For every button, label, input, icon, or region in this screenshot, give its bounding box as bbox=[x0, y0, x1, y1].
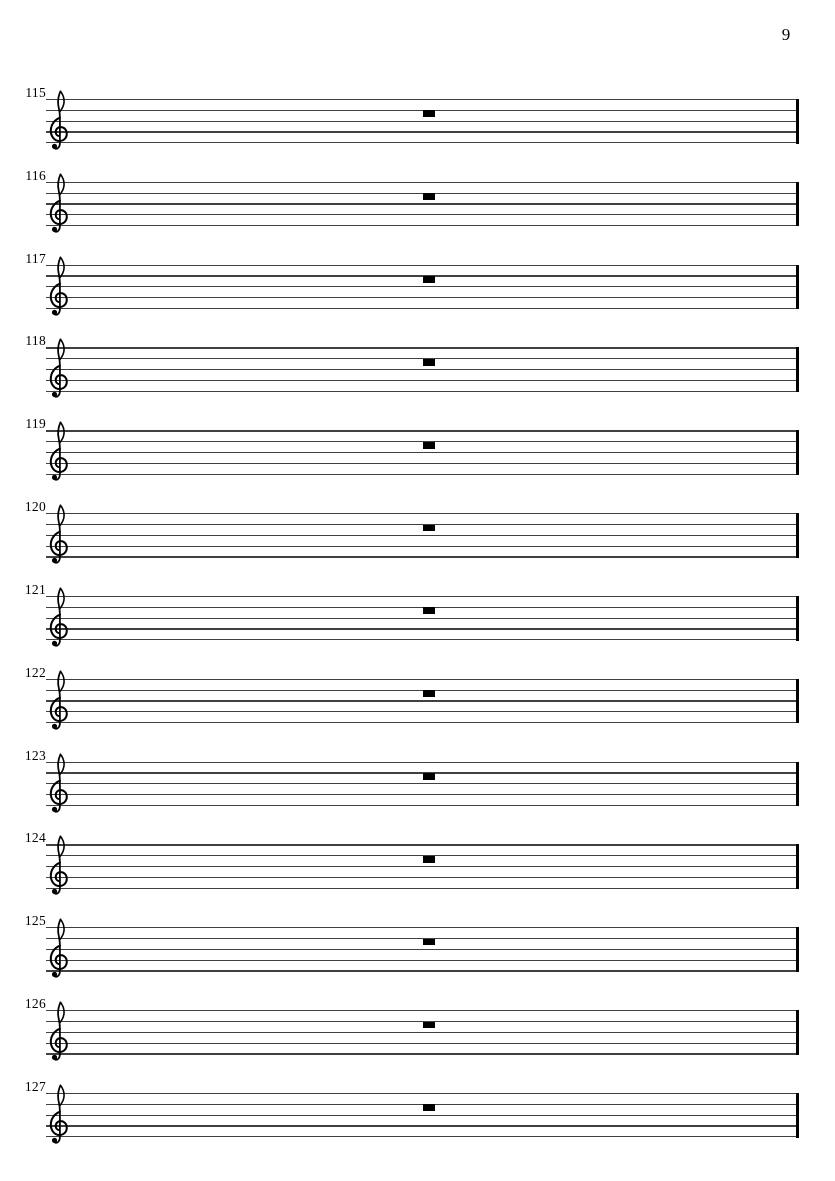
staff-line bbox=[46, 556, 799, 557]
staff-line bbox=[46, 618, 799, 619]
staff-line bbox=[46, 639, 799, 640]
final-barline bbox=[796, 762, 799, 807]
staff-line bbox=[46, 1125, 799, 1126]
staff-line bbox=[46, 380, 799, 381]
staff-line bbox=[46, 888, 799, 889]
staff-line bbox=[46, 949, 799, 950]
whole-rest bbox=[423, 607, 435, 614]
staff-line bbox=[46, 347, 799, 348]
staff-line bbox=[46, 794, 799, 795]
staff-line bbox=[46, 463, 799, 464]
final-barline bbox=[796, 430, 799, 475]
measure-number: 120 bbox=[24, 499, 46, 515]
treble-clef-icon bbox=[47, 504, 73, 565]
measure-number: 124 bbox=[24, 830, 46, 846]
staff-line bbox=[46, 1010, 799, 1011]
staff-line bbox=[46, 783, 799, 784]
staff-line bbox=[46, 866, 799, 867]
staff-line bbox=[46, 308, 799, 309]
staff-line bbox=[46, 805, 799, 806]
staff-line bbox=[46, 214, 799, 215]
staff-line bbox=[46, 1093, 799, 1094]
staff-line bbox=[46, 452, 799, 453]
treble-clef-icon bbox=[47, 918, 73, 979]
whole-rest bbox=[423, 525, 435, 532]
final-barline bbox=[796, 844, 799, 889]
staff-line bbox=[46, 700, 799, 701]
staff-line bbox=[46, 596, 799, 597]
page-number: 9 bbox=[781, 25, 791, 44]
measure-number: 121 bbox=[24, 581, 46, 597]
staff-line bbox=[46, 711, 799, 712]
staff-line bbox=[46, 265, 799, 266]
measure-number: 118 bbox=[25, 333, 46, 349]
staff-line bbox=[46, 99, 799, 100]
measure-number: 115 bbox=[25, 85, 46, 100]
staff-line bbox=[46, 131, 799, 132]
staff-line bbox=[46, 474, 799, 475]
staff-line bbox=[46, 203, 799, 204]
treble-clef-icon bbox=[47, 421, 73, 482]
treble-clef-icon bbox=[47, 338, 73, 399]
whole-rest bbox=[423, 773, 435, 780]
whole-rest bbox=[423, 1104, 435, 1111]
treble-clef-icon bbox=[47, 256, 73, 317]
final-barline bbox=[796, 347, 799, 392]
whole-rest bbox=[423, 193, 435, 200]
staff-line bbox=[46, 1053, 799, 1054]
staff-line bbox=[46, 1136, 799, 1137]
staff-line bbox=[46, 970, 799, 971]
measure-number: 123 bbox=[24, 747, 46, 763]
measure-number: 119 bbox=[25, 416, 46, 432]
whole-rest bbox=[423, 939, 435, 946]
final-barline bbox=[796, 182, 799, 227]
staff-line bbox=[46, 225, 799, 226]
treble-clef-icon bbox=[47, 90, 73, 151]
whole-rest bbox=[423, 276, 435, 283]
treble-clef-icon bbox=[47, 173, 73, 234]
final-barline bbox=[796, 265, 799, 310]
staff-line bbox=[46, 877, 799, 878]
final-barline bbox=[796, 596, 799, 641]
staff-line bbox=[46, 960, 799, 961]
staff-line bbox=[46, 513, 799, 514]
staff-line bbox=[46, 927, 799, 928]
final-barline bbox=[796, 1093, 799, 1138]
treble-clef-icon bbox=[47, 1001, 73, 1062]
staff-line bbox=[46, 844, 799, 845]
staff-line bbox=[46, 1043, 799, 1044]
measure-number: 116 bbox=[25, 167, 46, 183]
treble-clef-icon bbox=[47, 587, 73, 648]
final-barline bbox=[796, 513, 799, 558]
measure-number: 126 bbox=[24, 996, 46, 1012]
staff-line bbox=[46, 182, 799, 183]
whole-rest bbox=[423, 690, 435, 697]
whole-rest bbox=[423, 359, 435, 366]
whole-rest bbox=[423, 1022, 435, 1029]
final-barline bbox=[796, 679, 799, 724]
final-barline bbox=[796, 99, 799, 144]
treble-clef-icon bbox=[47, 1084, 73, 1145]
staff-line bbox=[46, 430, 799, 431]
staff-line bbox=[46, 762, 799, 763]
staff-line bbox=[46, 391, 799, 392]
staff-line bbox=[46, 297, 799, 298]
staff-line bbox=[46, 1032, 799, 1033]
staff-line bbox=[46, 286, 799, 287]
treble-clef-icon bbox=[47, 753, 73, 814]
final-barline bbox=[796, 1010, 799, 1055]
staff-line bbox=[46, 546, 799, 547]
staff-line bbox=[46, 1115, 799, 1116]
staff-line bbox=[46, 679, 799, 680]
measure-number: 125 bbox=[24, 913, 46, 929]
staff-line bbox=[46, 535, 799, 536]
whole-rest bbox=[423, 856, 435, 863]
staff-line bbox=[46, 628, 799, 629]
staff-line bbox=[46, 142, 799, 143]
measure-number: 122 bbox=[24, 664, 46, 680]
treble-clef-icon bbox=[47, 670, 73, 731]
final-barline bbox=[796, 927, 799, 972]
whole-rest bbox=[423, 110, 435, 117]
staff-line bbox=[46, 722, 799, 723]
measure-number: 117 bbox=[25, 250, 46, 266]
measure-number: 127 bbox=[24, 1078, 46, 1094]
treble-clef-icon bbox=[47, 835, 73, 896]
whole-rest bbox=[423, 442, 435, 449]
staff-line bbox=[46, 121, 799, 122]
staff-line bbox=[46, 369, 799, 370]
